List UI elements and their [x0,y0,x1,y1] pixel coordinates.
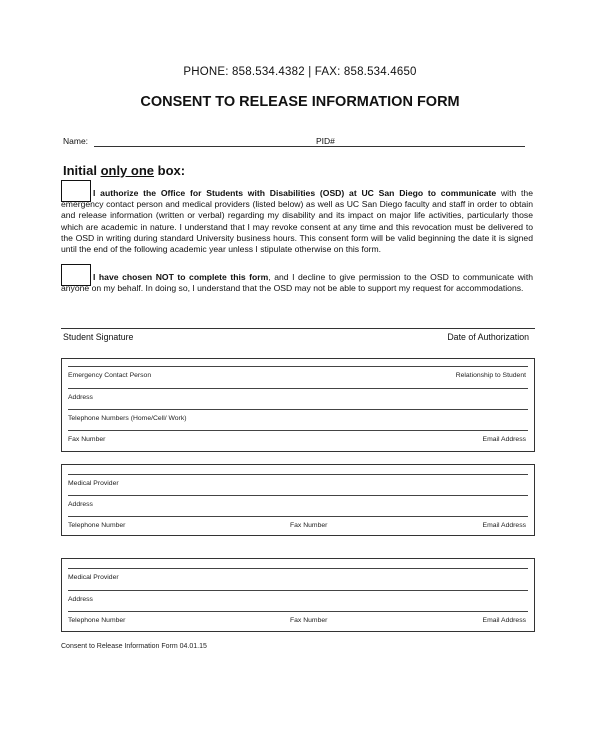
provider1-address-label: Address [68,501,93,508]
relationship-label: Relationship to Student [455,372,526,379]
initial-box-authorize[interactable] [61,180,91,202]
provider1-contact-field[interactable] [68,516,528,517]
emergency-contact-field[interactable] [68,366,528,367]
provider2-email-label: Email Address [482,617,526,624]
provider2-fax-label: Fax Number [290,617,328,624]
emergency-fax-label: Fax Number [68,436,106,443]
emergency-address-field[interactable] [68,388,528,389]
emergency-contact-label: Emergency Contact Person [68,372,152,379]
option-decline-body: , and I decline to give permission to the OSD to communicate with anyone on my behalf. In doing so, I understand that the OSD may not be able to support my request for accommodations. [61,272,533,294]
form-title: CONSENT TO RELEASE INFORMATION FORM [140,94,460,110]
signature-line[interactable] [61,328,535,329]
provider1-name-field[interactable] [68,474,528,475]
name-label: Name: [63,136,89,146]
provider2-contact-field[interactable] [68,611,528,612]
date-authorization-label: Date of Authorization [447,332,529,342]
emergency-address-label: Address [68,394,93,401]
initial-instruction [63,163,185,178]
provider1-fax-label: Fax Number [290,522,328,529]
form-footer-id: Consent to Release Information Form 04.01.15 [61,643,207,650]
emergency-phone-label: Telephone Numbers (Home/Cell/ Work) [68,415,187,422]
name-pid-row [63,136,533,150]
initial-suffix: box: [154,163,186,178]
initial-prefix: Initial [63,163,101,178]
medical-provider-section-2 [61,558,535,632]
initial-emphasis: only one [100,163,155,178]
provider1-phone-label: Telephone Number [68,522,126,529]
provider2-address-field[interactable] [68,590,528,591]
provider1-label: Medical Provider [68,480,119,487]
option-decline-text [61,272,533,294]
provider2-phone-label: Telephone Number [68,617,126,624]
option-authorize-bold: I authorize the Office for Students with Disabilities (OSD) at UC San Diego to communicate [93,188,497,198]
medical-provider-section-1 [61,464,535,536]
provider2-name-field[interactable] [68,568,528,569]
provider2-label: Medical Provider [68,574,119,581]
provider1-email-label: Email Address [482,522,526,529]
student-signature-label: Student Signature [63,332,134,342]
pid-field[interactable] [337,146,525,147]
phone-fax-line: PHONE: 858.534.4382 | FAX: 858.534.4650 [183,66,417,78]
initial-box-decline[interactable] [61,264,91,286]
emergency-phone-field[interactable] [68,409,528,410]
option-authorize-body: with the emergency contact person and medical providers (listed below) as well as UC San Diego faculty and staff in order to obtain and release information (written or verbal) regarding my disability and its impact on major life activities, particularly those which are academic in nature. I understand that I may revoke consent at any time and this revocation must be delivered to the OSD in writing during standard University business hours. This consent form will be valid beginning the date it is signed until the end of the following academic year unless I stipulate otherwise on this form. [61,188,533,255]
option-authorize-text [61,188,533,255]
option-decline-bold: I have chosen NOT to complete this form [93,272,269,282]
emergency-email-label: Email Address [482,436,526,443]
emergency-fax-email-field[interactable] [68,430,528,431]
name-field[interactable] [94,146,352,147]
provider2-address-label: Address [68,596,93,603]
provider1-address-field[interactable] [68,495,528,496]
emergency-contact-section [61,358,535,452]
pid-label: PID# [316,136,335,146]
